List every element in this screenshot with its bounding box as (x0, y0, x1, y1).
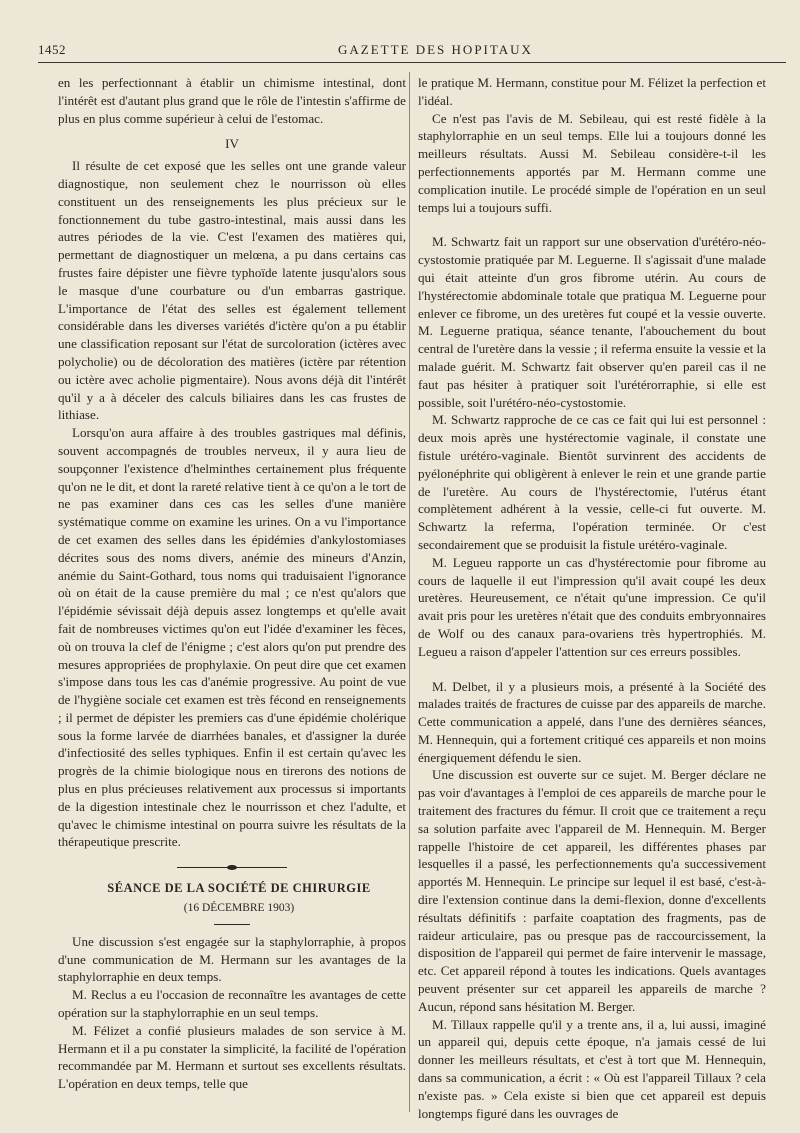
column-rule (409, 72, 410, 1112)
left-paragraph-6: M. Félizet a confié plusieurs malades de son service à M. Hermann et il a pu constater la simplicité, la facilité de l'opération recommandée par M. Hermann et surtout ses excellents résultats. L'opération en deux temps, telle que (58, 1022, 406, 1092)
short-rule (214, 924, 250, 925)
left-column (58, 74, 406, 1093)
right-paragraph-8: M. Tillaux rappelle qu'il y a trente ans, il a, lui aussi, imaginé un appareil qui, depuis cette époque, n'a jamais cessé de lui donner les meilleurs résultats, et c'est à tort que M. Hennequin, dans sa communication, a écrit : « Où est l'appareil Tillaux ? cela n'existe pas. » Cela existe si bien que cet appareil est depuis longtemps figuré dans les ouvrages de (418, 1016, 766, 1121)
right-paragraph-6: M. Delbet, il y a plusieurs mois, a présenté à la Société des malades traités de fractures de cuisse par des appareils de marche. Cette communication a appelé, dans l'une des dernières séances, M. Hennequin, qui a fortement critiqué ces appareils et non moins énergiquement défendu le sien. (418, 678, 766, 765)
left-paragraph-1: en les perfectionnant à établir un chimisme intestinal, dont l'intérêt est d'autant plus grand que le rôle de l'intestin s'affirme de plus en plus comme supérieur à celui de l'estomac. (58, 75, 406, 126)
left-paragraph-4: Une discussion s'est engagée sur la staphylorraphie, à propos d'une communication de M. Hermann sur les avantages de la staphylorraphie en deux temps. (58, 933, 406, 985)
journal-title: GAZETTE DES HOPITAUX (338, 42, 533, 57)
paragraph-gap (418, 216, 766, 233)
right-paragraph-5: M. Legueu rapporte un cas d'hystérectomie pour fibrome au cours de laquelle il eut l'impression qu'il avait coupé les deux uretères. Heureusement, ce n'était qu'une impression. Ce qu'il avait pris pour les uretères n'était que des conduits embryonnaires de Wolf ou des canaux para-ovariens très hypertrophiés. M. Legueu a raison d'appeler l'attention sur ces erreurs possibles. (418, 554, 766, 659)
header-rule (38, 62, 786, 63)
seance-date: (16 DÉCEMBRE 1903) (183, 902, 295, 915)
right-paragraph-2: Ce n'est pas l'avis de M. Sebileau, qui est resté fidèle à la staphylorraphie en un seul temps. Elle lui a toujours donné les meilleurs résultats. Aussi M. Sebileau considère-t-il les perfectionnements apportés par M. Hermann comme une complication inutile. Le procédé simple de l'opération en un seul temps lui a toujours suffi. (418, 110, 766, 215)
page-header (38, 40, 780, 62)
right-paragraph-4: M. Schwartz rapproche de ce cas ce fait qui lui est personnel : deux mois après une hystérectomie vaginale, il constate une fistule urétéro-vaginale. Bientôt survinrent des accidents de pyélonéphrite qui obligèrent à enlever le rein et une grande partie de l'uretère. Au cours de l'hystérectomie, l'utérus étant complètement adhérent à la vessie, celle-ci fut ouverte. M. Schwartz la referma, l'opération terminée. Or c'est secondairement que se produisit la fistule urétéro-vaginale. (418, 412, 766, 552)
page-number: 1452 (38, 42, 66, 57)
right-paragraph-1: le pratique M. Hermann, constitue pour M. Félizet la perfection et l'idéal. (418, 75, 766, 108)
seance-title: SÉANCE DE LA SOCIÉTÉ DE CHIRURGIE (107, 881, 371, 896)
right-paragraph-3: M. Schwartz fait un rapport sur une observation d'urétéro-néo-cystostomie pratiquée par M. Leguerne. Il s'agissait d'une malade qui était atteinte d'un gros fibrome utérin. Au cours de l'hystérectomie abdominale totale que pratiqua M. Leguerne pour enlever ce fibrome, un des uretères fut coupé et la vessie ouverte. M. Leguerne pratiqua, séance tenante, l'abouchement du bout central de l'uretère dans la vessie ; il referma ensuite la vessie et la malade guérit. M. Schwartz fait observer qu'en pareil cas il ne faut pas hésiter à pratiquer soit l'urétérorraphie, si elle est possible, soit l'urétéro-néo-cystostomie. (418, 234, 766, 410)
paragraph-gap (418, 661, 766, 678)
left-paragraph-3: Lorsqu'on aura affaire à des troubles gastriques mal définis, souvent accompagnés de troubles nerveux, il y aura lieu de soupçonner l'existence d'helminthes certainement plus fréquente qu'on ne le dit, et dont la rareté relative tient à ce qu'on a le tort de ne pas examiner dans ces cas les selles d'une manière systématique comme on examine les urines. On a vu l'importance de cet examen des selles dans les épidémies d'ankylostomiases décrites sous des noms divers, anémie des mineurs d'Anzin, anémie du Saint-Gothard, tous noms qui traduisaient l'ignorance où on était de la cause première du mal ; ce n'est qu'alors que l'épidémie sévissait déjà depuis assez longtemps et qu'elle avait fait de nombreuses victimes qu'on eut l'idée d'examiner les fèces, où on trouva la clef de l'énigme ; c'est alors qu'on put prendre des mesures appropriées de prophylaxie. On peut dire que cet examen s'impose dans tous les cas d'anémie progressive. Au point de vue de l'hygiène sociale cet examen est très fécond en renseignements ; il permet de dépister les premiers cas d'une épidémie cholérique sous la forme larvée de diarrhées banales, et d'assigner la durée d'infectiosité des selles typhiques. Enfin il est certain qu'avec les progrès de la chimie biologique nous en tirerons des notions de plus en plus précieuses relativement aux processus si importants de la digestion intestinale chez le nourrisson et chez l'adulte, et qu'avec le chimisme intestinal on pourra suivre les résultats de la thérapeutique prescrite. (58, 425, 406, 850)
section-divider (177, 867, 287, 868)
left-paragraph-5: M. Reclus a eu l'occasion de reconnaître les avantages de cette opération sur la staphylorraphie en un seul temps. (58, 987, 406, 1021)
left-paragraph-2: Il résulte de cet exposé que les selles ont une grande valeur diagnostique, non seulement chez le nourrisson où elles constituent un des renseignements les plus précieux sur le fonctionnement du tube gastro-intestinal, mais aussi dans les autres périodes de la vie. C'est l'examen des matières qui, permettant de diagnostiquer un melœna, a pu dans certains cas frustes faire dépister une fièvre typhoïde latente jusqu'alors sous le masque d'une courbature ou d'un embarras gastrique. L'importance de l'état des selles est également tellement considérable dans les diverses variétés d'ictère qu'on a pu établir une classification reposant sur l'état de surcoloration (ictères avec polycholie) ou de décoloration des matières (ictère par rétention ou ictère avec acholie pigmentaire). Nous avons déjà dit l'intérêt qu'il y a à déceler des calculs biliaires dans les cas frustes de lithiase. (58, 158, 406, 423)
right-paragraph-7: Une discussion est ouverte sur ce sujet. M. Berger déclare ne pas voir d'avantages à l'emploi de ces appareils de marche pour le traitement des fractures du fémur. Il croit que ce traitement a reçu sa solution parfaite avec l'appareil de M. Hennequin. M. Berger rappelle l'histoire de cet appareil, les différentes phases par lesquelles il a passé, les perfectionnements qu'a successivement apportés M. Hennequin. Le principe sur lequel il est basé, c'est-à-dire l'extension continue dans la demi-flexion, donne d'excellents résultats définitifs : parfaite coaptation des fragments, pas de raideur articulaire, pas ou presque pas de raccourcissement, la disposition de l'appareil qui permet de faire intervenir le massage, etc. Cet appareil répond à toutes les indications. Quels avantages peuvent présenter sur cet appareil les appareils de marche ? Aucun, répond sans hésitation M. Berger. (418, 767, 766, 1014)
right-column (418, 74, 766, 1122)
section-number: IV (225, 136, 239, 152)
